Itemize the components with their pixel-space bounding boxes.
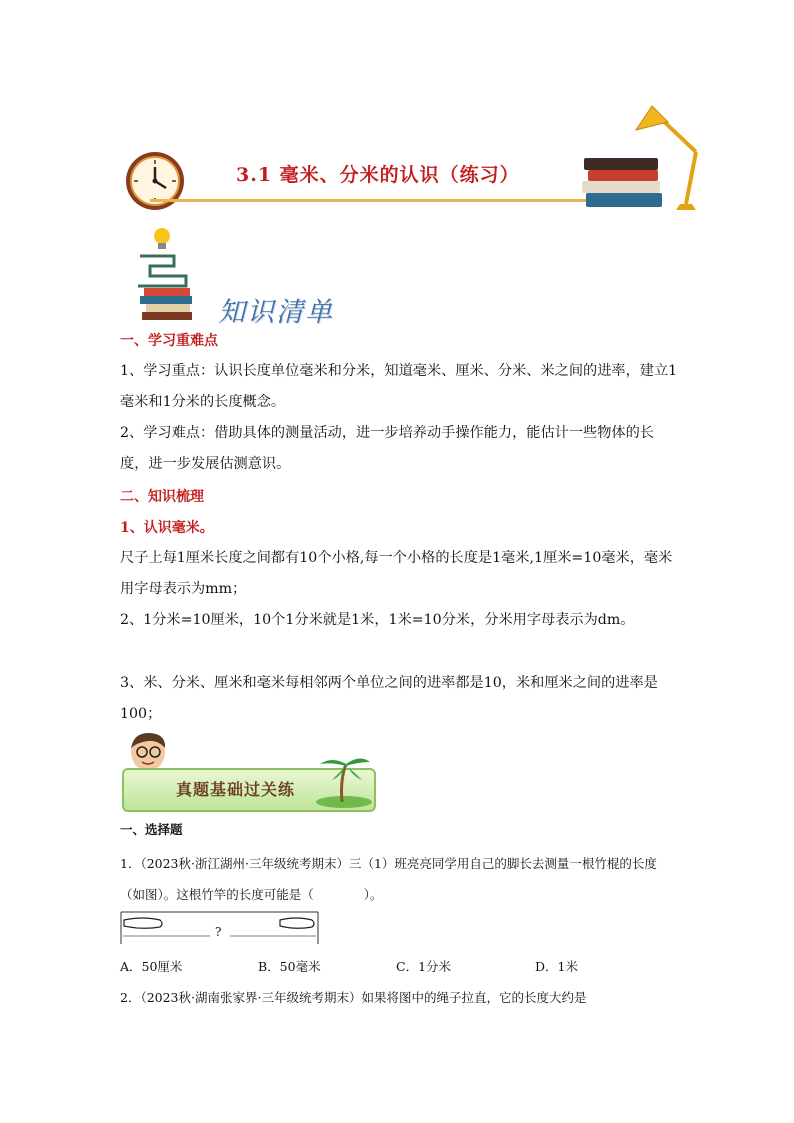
option-c[interactable]: C．1分米 [396, 959, 452, 974]
knowledge-paragraph: 2、1分米=10厘米，10个1分米就是1米，1米=10分米，分米用字母表示为dm。 [120, 612, 635, 628]
palm-tree-icon [312, 750, 374, 808]
option-b[interactable]: B．50毫米 [258, 959, 321, 974]
question-section-heading: 一、选择题 [120, 822, 183, 837]
title-underline [150, 199, 630, 202]
practice-banner-title: 真题基础过关练 [176, 780, 296, 799]
page-title: 3.1 毫米、分米的认识（练习） [236, 164, 520, 186]
section-heading-knowledge: 二、知识梳理 [120, 489, 204, 505]
knowledge-paragraph: 3、米、分米、厘米和毫米每相邻两个单位之间的进率都是10，米和厘米之间的进率是100； [120, 675, 658, 722]
question-2-text: 2．（2023秋·湖南张家界·三年级统考期末）如果将图中的绳子拉直，它的长度大约是 [120, 990, 587, 1005]
option-d[interactable]: D．1米 [535, 959, 578, 974]
key-point-paragraph: 1、学习重点：认识长度单位毫米和分米，知道毫米、厘米、分米、米之间的进率，建立1毫米和1分米的长度概念。 [120, 363, 678, 410]
question-1-text: 1．（2023秋·浙江湖州·三年级统考期末）三（1）班亮亮同学用自己的脚长去测量一根竹棍的长度（如图）。这根竹竿的长度可能是（ ）。 [120, 856, 657, 902]
knowledge-list-banner: 知识清单 [218, 297, 334, 328]
option-a[interactable]: A．50厘米 [120, 959, 183, 974]
subheading-millimeter: 1、认识毫米。 [120, 520, 214, 536]
question-1-figure-label: ? [215, 925, 222, 939]
difficulty-paragraph: 2、学习难点：借助具体的测量活动，进一步培养动手操作能力，能估计一些物体的长度，进一步发展估测意识。 [120, 425, 654, 472]
books-lamp-icon [578, 100, 708, 215]
clock-icon [124, 150, 186, 212]
section-heading-key-points: 一、学习重难点 [120, 333, 218, 349]
knowledge-paragraph: 尺子上每1厘米长度之间都有10个小格,每一个小格的长度是1毫米,1厘米=10毫米，毫米用字母表示为mm； [120, 550, 673, 597]
bulb-books-icon [134, 226, 214, 322]
